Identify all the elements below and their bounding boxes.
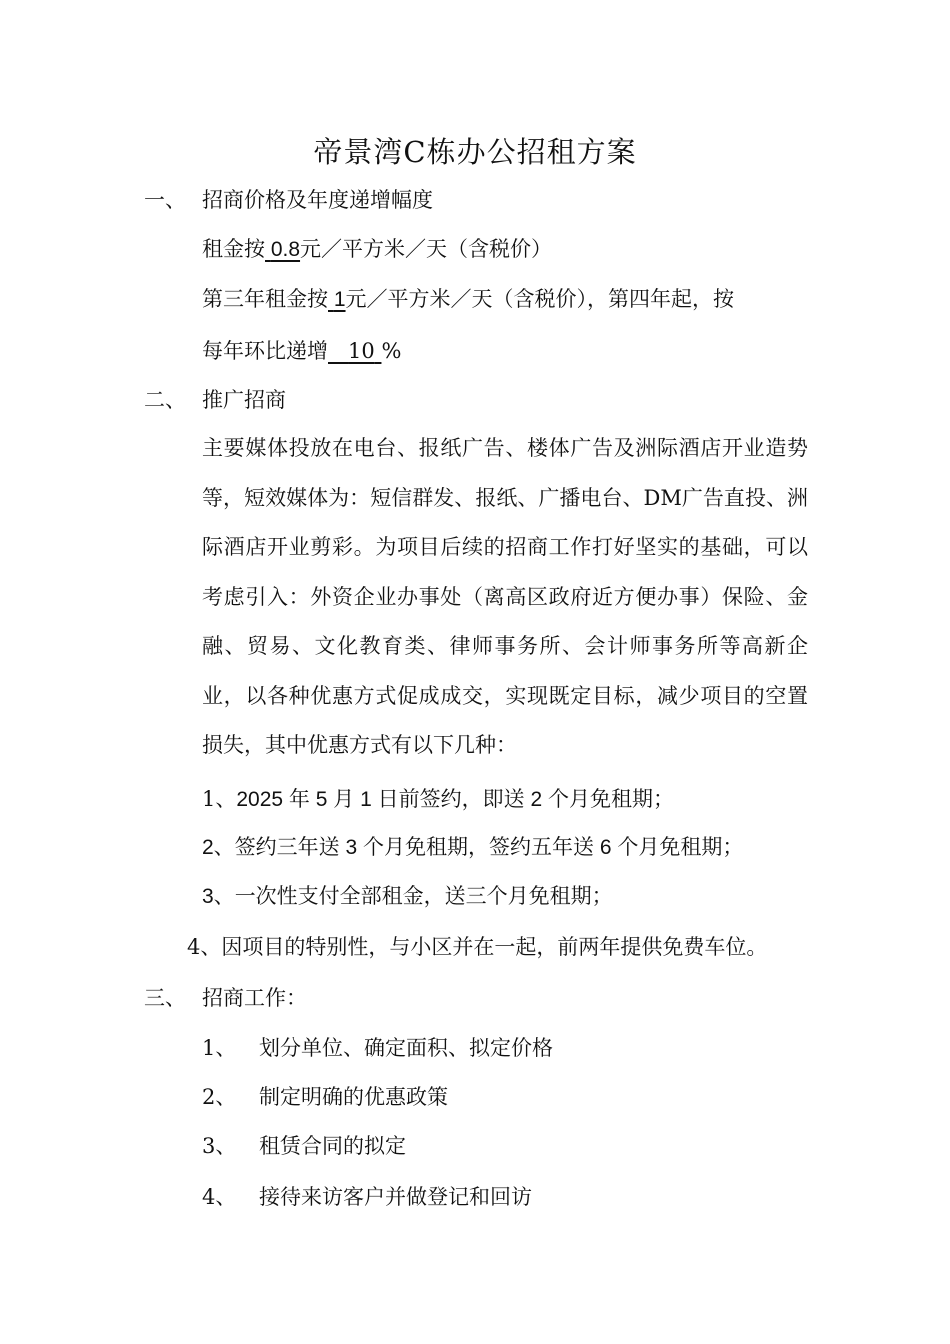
offer-item: 3、一次性支付全部租金，送三个月免租期； (202, 885, 613, 908)
increase-value: 10 (348, 339, 375, 363)
work-item-number: 3、 (202, 1134, 237, 1158)
rent-price-line (202, 234, 552, 265)
offer-item: 2、签约三年送 3 个月免租期，签约五年送 6 个月免租期； (202, 836, 744, 859)
section-number: 一、 (144, 188, 186, 212)
work-item-text: 接待来访客户并做登记和回访 (259, 1185, 532, 1209)
rent-value: 0.8 (270, 238, 301, 261)
increase-suffix: % (381, 339, 402, 363)
work-item-text: 划分单位、确定面积、拟定价格 (259, 1036, 553, 1060)
year3-suffix: 元／平方米／天（含税价），第四年起，按 (345, 287, 735, 311)
section-heading: 推广招商 (202, 388, 286, 412)
offer-item: 1、2025 年 5 月 1 日前签约，即送 2 个月免租期； (202, 787, 674, 811)
year3-value: 1 (333, 288, 346, 311)
work-item-number: 2、 (202, 1085, 237, 1109)
section-number: 二、 (144, 388, 186, 412)
section-number: 三、 (144, 986, 186, 1010)
work-item-number: 1、 (202, 1036, 237, 1060)
year3-prefix: 第三年租金按 (202, 287, 328, 311)
section-heading: 招商价格及年度递增幅度 (202, 188, 433, 212)
work-item-number: 4、 (202, 1185, 237, 1209)
work-item-text: 制定明确的优惠政策 (259, 1085, 448, 1109)
section-heading: 招商工作： (202, 986, 307, 1010)
increase-prefix: 每年环比递增 (202, 339, 328, 363)
page-title: 帝景湾C栋办公招租方案 (313, 135, 637, 169)
rent-suffix: 元／平方米／天（含税价） (300, 237, 553, 261)
year3-rent-line (202, 284, 734, 315)
rent-prefix: 租金按 (202, 237, 265, 261)
offer-item: 4、因项目的特别性，与小区并在一起，前两年提供免费车位。 (187, 935, 768, 959)
promotion-paragraph: 主要媒体投放在电台、报纸广告、楼体广告及洲际酒店开业造势等，短效媒体为：短信群发、报纸、广播电台、DM广告直投、洲际酒店开业剪彩。为项目后续的招商工作打好坚实的基础，可以考虑引入：外资企业办事处（离高区政府近方便办事）保险、金融、贸易、文化教育类、律师事务所、会计师事务所等高新企业，以各种优惠方式促成成交，实现既定目标，减少项目的空置损失，其中优惠方式有以下几种： (202, 436, 808, 757)
annual-increase-line (202, 336, 401, 366)
work-item-text: 租赁合同的拟定 (259, 1134, 406, 1158)
